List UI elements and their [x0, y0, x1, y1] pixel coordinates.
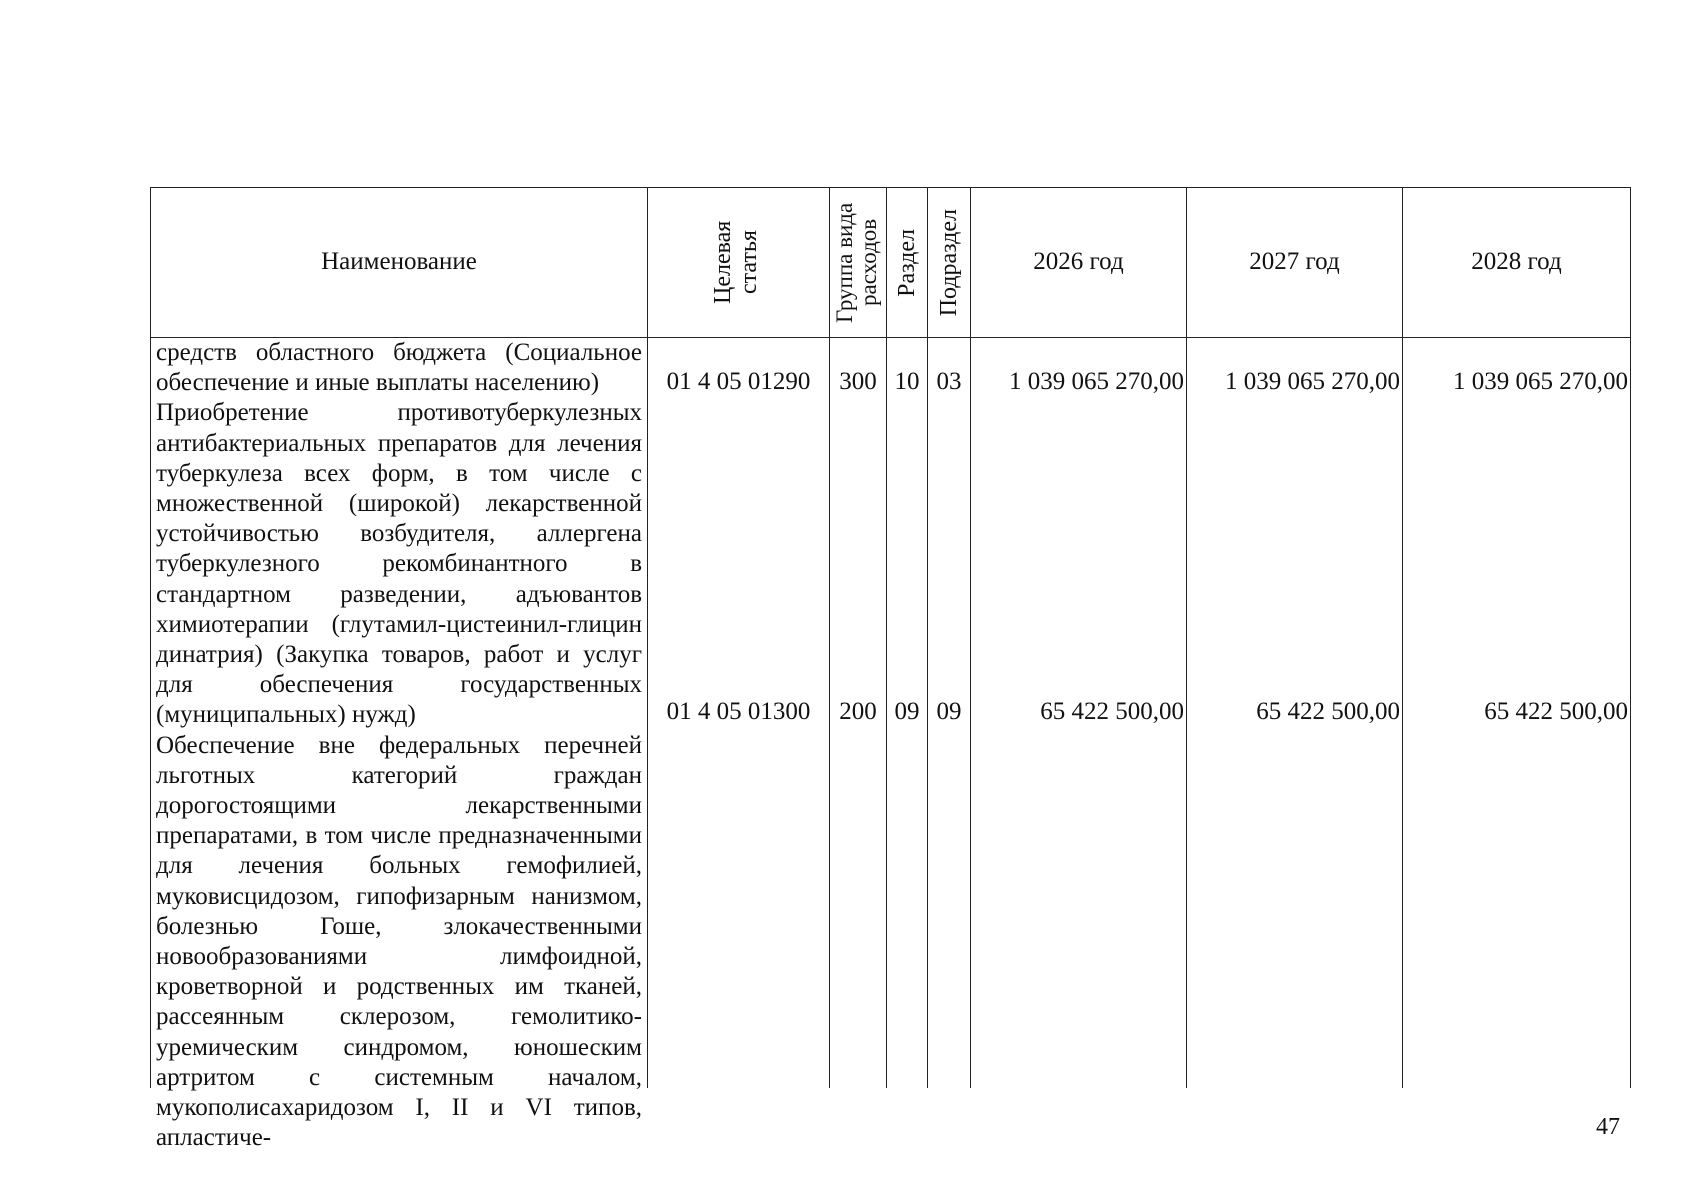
year-2028-value: 65 422 500,00	[1484, 698, 1628, 725]
header-year-2027: 2027 год	[1187, 188, 1403, 338]
name-cell	[151, 338, 648, 1152]
section-cell	[887, 338, 928, 1089]
year-2027-value: 65 422 500,00	[1256, 698, 1400, 725]
target-article-cell	[648, 338, 830, 1089]
section-value: 09	[894, 698, 920, 725]
target-article-value: 01 4 05 01290	[666, 368, 811, 395]
expense-group-cell	[830, 338, 887, 1089]
header-expense-group: Группа вида расходов	[830, 188, 887, 338]
header-year-2028: 2028 год	[1403, 188, 1631, 338]
year-2027-value: 1 039 065 270,00	[1225, 368, 1400, 395]
subsection-cell	[928, 338, 971, 1089]
header-subsection: Подраздел	[928, 188, 971, 338]
header-section: Раздел	[887, 188, 928, 338]
table-body-row	[151, 338, 1631, 1089]
section-value: 10	[894, 368, 920, 395]
header-target-article: Целевая статья	[648, 188, 830, 338]
subsection-value: 03	[936, 368, 962, 395]
year-2028-cell	[1403, 338, 1631, 1089]
header-row	[151, 188, 1631, 338]
expense-group-value: 200	[839, 698, 877, 725]
year-2026-cell	[971, 338, 1187, 1089]
year-2028-value: 1 039 065 270,00	[1453, 368, 1628, 395]
header-name: Наименование	[151, 188, 648, 338]
year-2026-value: 65 422 500,00	[1040, 698, 1184, 725]
header-year-2026: 2026 год	[971, 188, 1187, 338]
name-paragraph: Приобретение противотуберкулезных антибактериальных препаратов для лечения туберкулеза всех форм, в том числе с множественной (широкой) лекарственной устойчивостью возбудителя, аллергена туберкулезного рекомбинантного в стандартном разведении, адъювантов химиотерапии (глутамил-цистеинил-глицин динатрия) (Закупка товаров, работ и услуг для обеспечения государственных (муниципальных) нужд)	[156, 399, 642, 729]
expense-group-value: 300	[839, 368, 877, 395]
page-number: 47	[1596, 1114, 1620, 1140]
target-article-value: 01 4 05 01300	[666, 698, 811, 725]
year-2026-value: 1 039 065 270,00	[1009, 368, 1184, 395]
name-paragraph: Обеспечение вне федеральных перечней льготных категорий граждан дорогостоящими лекарственными препаратами, в том числе предназначенными для лечения больных гемофилией, муковисцидозом, гипофизарным нанизмом, болезнью Гоше, злокачественными новообразованиями лимфоидной, кроветворной и родственных им тканей, рассеянным склерозом, гемолитико-уремическим синдромом, юношеским артритом с системным началом, мукополисахаридозом I, II и VI типов, апластиче-	[156, 731, 642, 1152]
name-paragraph: средств областного бюджета (Социальное обеспечение и иные выплаты населению)	[156, 339, 642, 397]
subsection-value: 09	[936, 698, 962, 725]
year-2027-cell	[1187, 338, 1403, 1089]
